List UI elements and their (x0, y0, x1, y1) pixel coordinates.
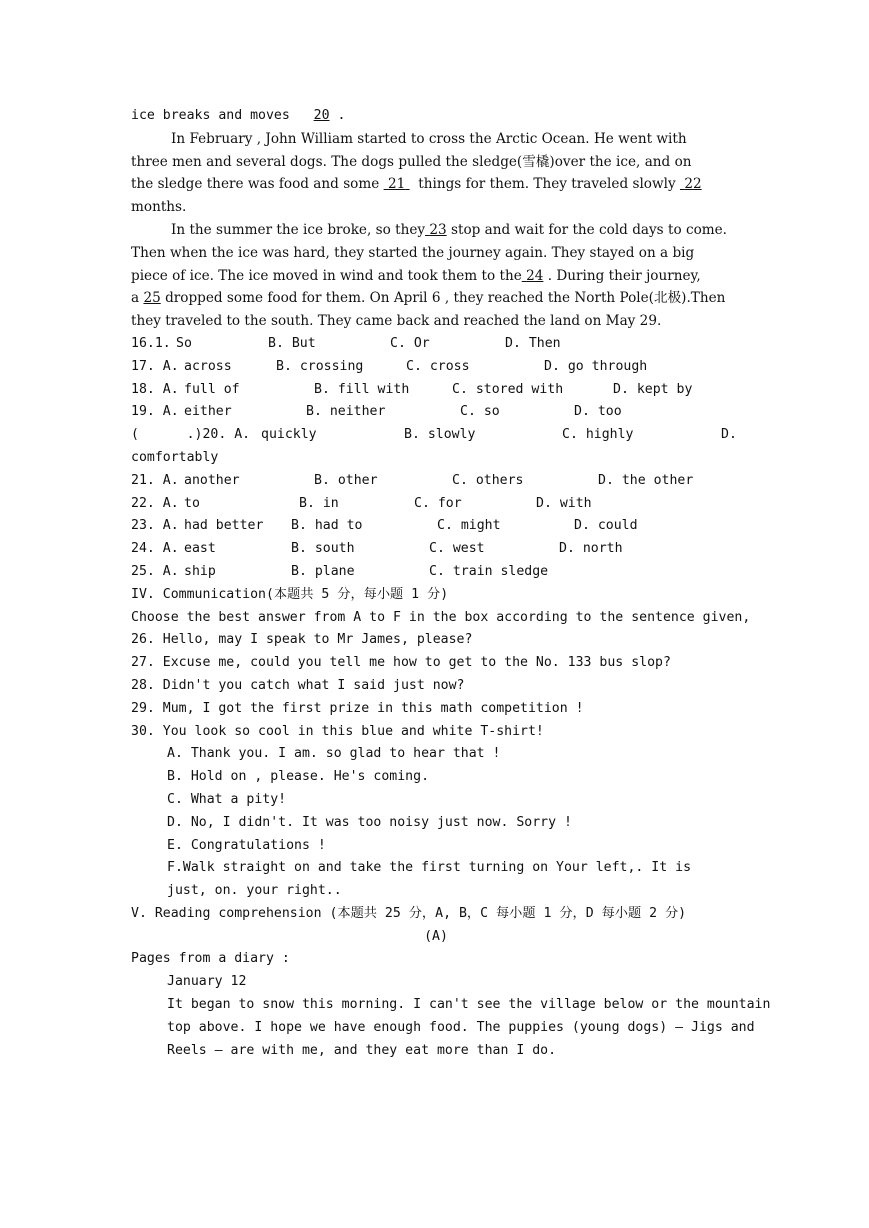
option-a: across (184, 358, 232, 374)
option-c: C. so (460, 404, 500, 420)
question-number: 18. A. (131, 381, 179, 397)
option-a: east (184, 541, 216, 557)
option-d: D. Then (505, 335, 561, 351)
section-heading: V. Reading comprehension (本题共 25 分，A, B，C 每小题 1 分，D 每小题 2 分) (131, 905, 687, 921)
option-c: C. highly (562, 427, 634, 443)
option-b: B. But (268, 335, 316, 351)
passage-text: they traveled to the south. They came back and reached the land on May 29. (131, 313, 662, 330)
question-row (131, 447, 741, 470)
passage-text: three men and several dogs. The dogs pulled the sledge(雪橇)over the ice, and on (131, 153, 692, 170)
question-number: 22. A. (131, 495, 179, 511)
option-c: C. might (437, 518, 501, 534)
option-b: B. had to (291, 518, 363, 534)
option-d: D. north (559, 541, 623, 557)
option-c: C. for (414, 495, 462, 511)
option-d: D. (721, 427, 737, 443)
question-number: ( .)20. A. (131, 427, 251, 443)
passage-text: piece of ice. The ice moved in wind and took them to the (131, 267, 522, 284)
answer-option: D. No, I didn't. It was too noisy just now. Sorry ! (167, 814, 572, 830)
option-a: So (176, 335, 192, 351)
option-c: C. cross (406, 358, 470, 374)
question-row (131, 515, 741, 538)
question-number: 24. A. (131, 541, 179, 557)
diary-date: January 12 (167, 974, 247, 990)
question-number: 23. A. (131, 518, 179, 534)
option-b: B. crossing (276, 358, 364, 374)
passage-line (131, 105, 741, 128)
passage-line (131, 242, 741, 265)
option-a: had better (184, 518, 264, 534)
option-a: ship (184, 563, 216, 579)
question-row (131, 470, 741, 493)
option-b: B. other (314, 472, 378, 488)
passage-line (131, 196, 741, 219)
passage-line (131, 310, 741, 333)
question-number: 25. A. (131, 563, 179, 579)
option-d: D. kept by (613, 381, 693, 397)
option-b: B. plane (291, 563, 355, 579)
option-b: B. slowly (404, 427, 476, 443)
diary-text-line: Reels — are with me, and they eat more than I do. (167, 1042, 557, 1058)
option-a: either (184, 404, 232, 420)
blank-24: 24 (526, 267, 544, 284)
comm-item: 26. Hello, may I speak to Mr James, please? (131, 632, 473, 648)
answer-option: C. What a pity! (167, 791, 287, 807)
answer-option: E. Congratulations ! (167, 837, 326, 853)
passage-text: In February , John William started to cross the Arctic Ocean. He went with (171, 130, 687, 147)
question-row (131, 493, 741, 516)
passage-text: . During their journey, (547, 267, 701, 284)
option-a: another (184, 472, 240, 488)
passage-line (131, 287, 741, 310)
comm-item: 28. Didn't you catch what I said just now? (131, 677, 465, 693)
question-number: 19. A. (131, 404, 179, 420)
passage-line (131, 128, 741, 151)
comm-item: 30. You look so cool in this blue and white T-shirt! (131, 723, 544, 739)
passage-text: a (131, 290, 140, 307)
passage-line (131, 265, 741, 288)
option-b: B. neither (306, 404, 386, 420)
option-d: D. with (536, 495, 592, 511)
comm-item: 27. Excuse me, could you tell me how to get to the No. 133 bus slop? (131, 655, 671, 671)
answer-option: B. Hold on , please. He's coming. (167, 769, 430, 785)
blank-21: 21 (387, 176, 406, 193)
option-c: C. Or (390, 335, 430, 351)
option-b: B. fill with (314, 381, 410, 397)
question-row (131, 538, 741, 561)
option-c: C. stored with (452, 381, 564, 397)
passage-text: ice breaks and moves (131, 108, 290, 123)
question-number: 16.1. (131, 335, 171, 351)
comm-item: 29. Mum, I got the first prize in this math competition ! (131, 700, 584, 716)
diary-title: Pages from a diary : (131, 951, 290, 967)
question-row (131, 379, 741, 402)
option-a: to (184, 495, 200, 511)
answer-option: A. Thank you. I am. so glad to hear that ! (167, 746, 501, 762)
option-d: D. the other (598, 472, 694, 488)
answer-option: F.Walk straight on and take the first turning on Your left,. It is (167, 860, 692, 876)
passage-text: . (337, 108, 346, 123)
option-a: quickly (261, 427, 317, 443)
question-row (131, 401, 741, 424)
section-label: (A) (424, 928, 448, 944)
option-d: D. go through (544, 358, 648, 374)
instruction-text: Choose the best answer from A to F in the box according to the sentence given, (131, 609, 751, 625)
question-row (131, 356, 741, 379)
question-number: 21. A. (131, 472, 179, 488)
answer-option-continued: just, on. your right.. (167, 883, 342, 899)
option-b: B. in (299, 495, 339, 511)
passage-line (131, 219, 741, 242)
diary-text-line: top above. I hope we have enough food. The puppies (young dogs) — Jigs and (167, 1019, 755, 1035)
option-d-continued: comfortably (131, 449, 219, 465)
passage-text: In the summer the ice broke, so they (171, 221, 426, 238)
passage-text: stop and wait for the cold days to come. (451, 221, 728, 238)
passage-text: Then when the ice was hard, they started the journey again. They stayed on a big (131, 244, 695, 261)
passage-text: dropped some food for them. On April 6 , they reached the North Pole(北极).Then (165, 290, 726, 307)
blank-20: 20 (313, 108, 330, 123)
option-b: B. south (291, 541, 355, 557)
option-c: C. train sledge (429, 563, 549, 579)
option-c: C. others (452, 472, 524, 488)
blank-23: 23 (429, 221, 447, 238)
diary-text-line: It began to snow this morning. I can't see the village below or the mountain (167, 997, 771, 1013)
question-row (131, 333, 741, 356)
question-row (131, 561, 741, 584)
section-heading: IV. Communication(本题共 5 分，每小题 1 分) (131, 586, 449, 602)
question-number: 17. A. (131, 358, 179, 374)
option-d: D. too (574, 404, 622, 420)
question-row (131, 424, 741, 447)
option-d: D. could (574, 518, 638, 534)
passage-line (131, 151, 741, 174)
passage-text: months. (131, 199, 187, 216)
passage-line (131, 173, 741, 196)
option-a: full of (184, 381, 240, 397)
passage-text: the sledge there was food and some (131, 176, 380, 193)
document-page (131, 105, 771, 1062)
blank-22: 22 (684, 176, 702, 193)
option-c: C. west (429, 541, 485, 557)
blank-25: 25 (143, 290, 161, 307)
passage-text: things for them. They traveled slowly (418, 176, 676, 193)
